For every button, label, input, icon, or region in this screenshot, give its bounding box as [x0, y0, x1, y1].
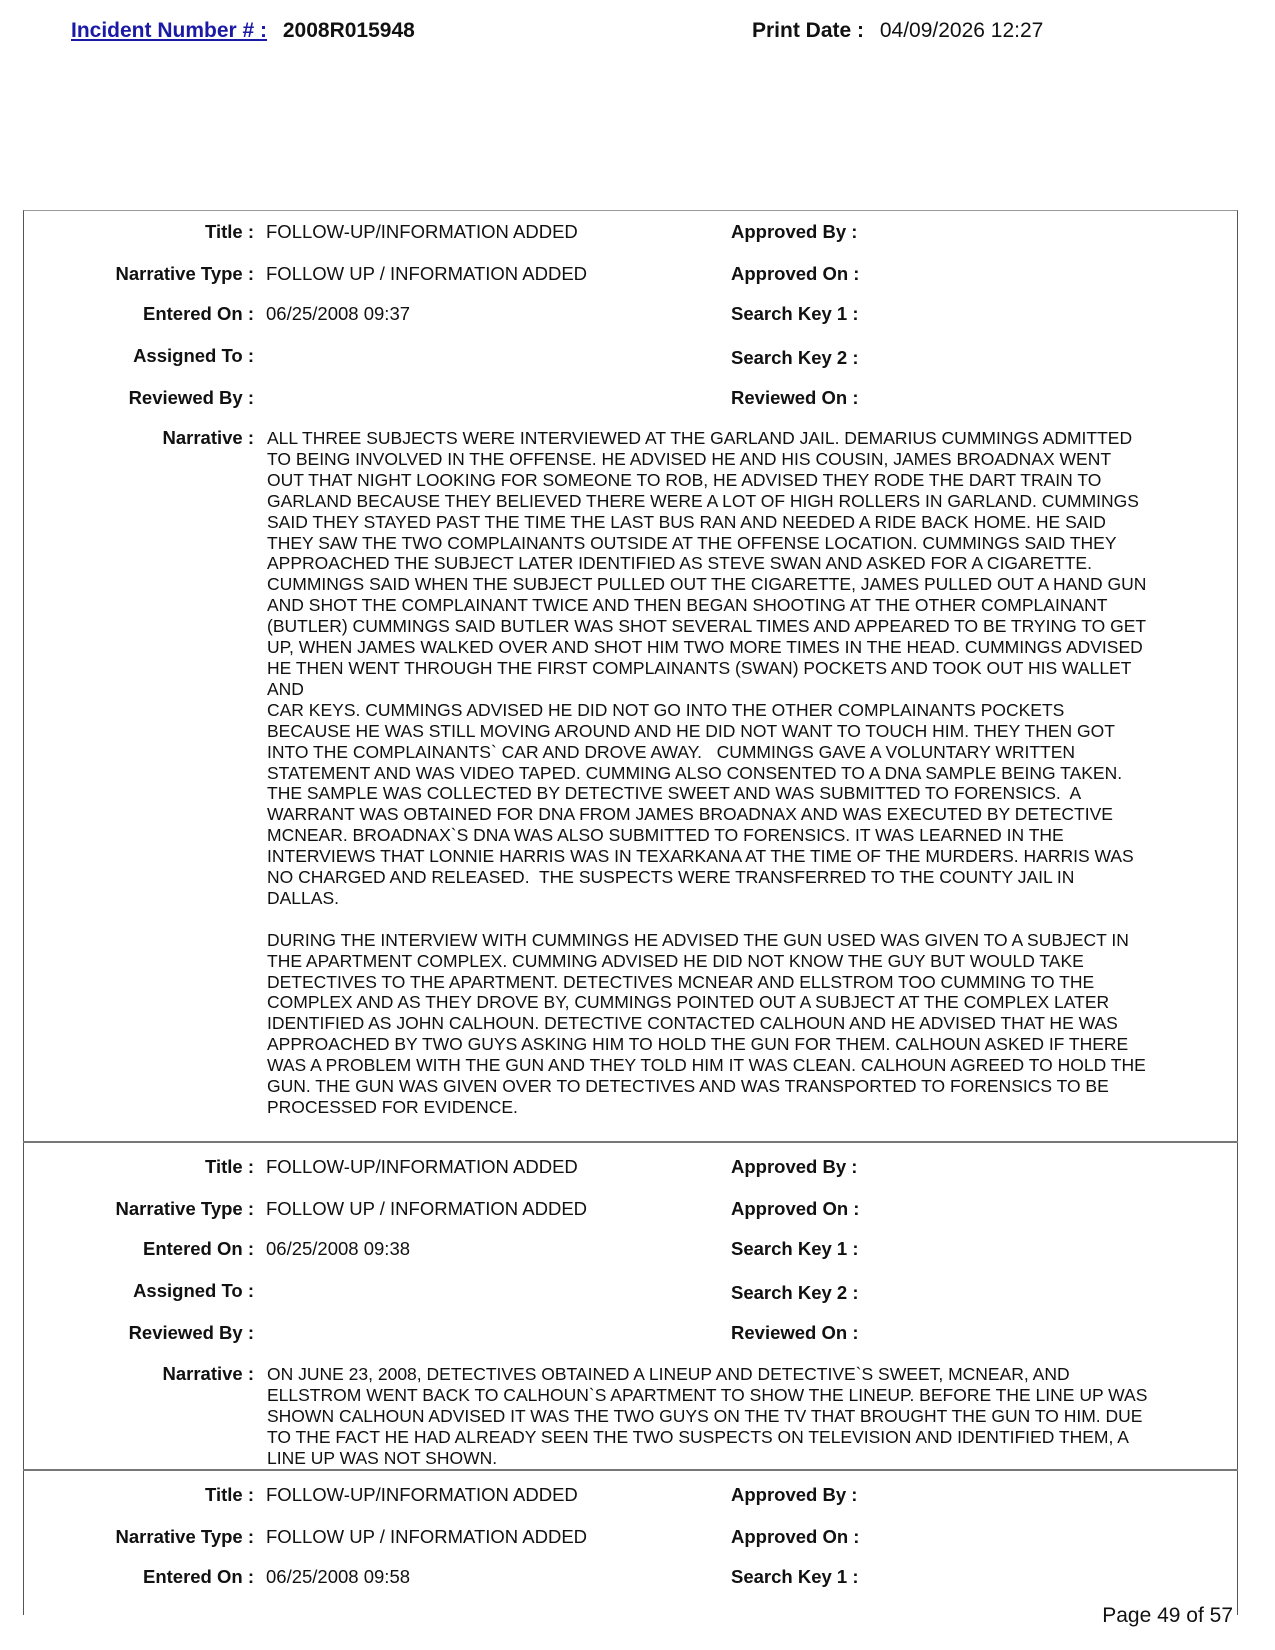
entry-divider	[23, 1469, 1238, 1471]
narrative-text: ON JUNE 23, 2008, DETECTIVES OBTAINED A LINEUP AND DETECTIVE`S SWEET, MCNEAR, AND ELLSTROM WENT BACK TO CALHOUN`S APARTMENT TO SHOW THE LINEUP. BEFORE THE LINE UP WAS SHOWN CALHOUN ADVISED IT WAS THE TWO GUYS ON THE TV THAT BROUGHT THE GUN TO HIM. DUE TO THE FACT HE HAD ALREADY SEEN THE TWO SUSPECTS ON TELEVISION AND IDENTIFIED THEM, A LINE UP WAS NOT SHOWN.	[267, 1364, 1148, 1468]
entry-divider	[23, 1141, 1238, 1143]
entered-on-value: 06/25/2008 09:37	[266, 303, 411, 324]
print-date-label: Print Date :	[752, 19, 865, 42]
approved-on-label: Approved On :	[731, 1526, 860, 1547]
entered-on-value: 06/25/2008 09:58	[266, 1566, 411, 1587]
title-label: Title :	[205, 221, 254, 242]
search-key-1-label: Search Key 1 :	[731, 303, 859, 324]
narrative-text: ALL THREE SUBJECTS WERE INTERVIEWED AT THE GARLAND JAIL. DEMARIUS CUMMINGS ADMITTED TO BEING INVOLVED IN THE OFFENSE. HE ADVISED HE AND HIS COUSIN, JAMES BROADNAX WENT OUT THAT NIGHT LOOKING FOR SOMEONE TO ROB, HE ADVISED THEY RODE THE DART TRAIN TO GARLAND BECAUSE THEY BELIEVED THERE WERE A LOT OF HIGH ROLLERS IN GARLAND. CUMMINGS SAID THEY STAYED PAST THE TIME THE LAST BUS RAN AND NEEDED A RIDE BACK HOME. HE SAID THEY SAW THE TWO COMPLAINANTS OUTSIDE AT THE OFFENSE LOCATION. CUMMINGS SAID THEY APPROACHED THE SUBJECT LATER IDENTIFIED AS STEVE SWAN AND ASKED FOR A CIGARETTE. CUMMINGS SAID WHEN THE SUBJECT PULLED OUT THE CIGARETTE, JAMES PULLED OUT A HAND GUN AND SHOT THE COMPLAINANT TWICE AND THEN BEGAN SHOOTING AT THE OTHER COMPLAINANT (BUTLER) CUMMINGS SAID BUTLER WAS SHOT SEVERAL TIMES AND APPEARED TO BE TRYING TO GET UP, WHEN JAMES WALKED OVER AND SHOT HIM TWO MORE TIMES IN THE HEAD. CUMMINGS ADVISED HE THEN WENT THROUGH THE FIRST COMPLAINANTS (SWAN) POCKETS AND TOOK OUT HIS WALLET AND CAR KEYS. CUMMINGS ADVISED HE DID NOT GO INTO THE OTHER COMPLAINANTS POCKETS BECAUSE HE WAS STILL MOVING AROUND AND HE DID NOT WANT TO TOUCH HIM. THEY THEN GOT INTO THE COMPLAINANTS` CAR AND DROVE AWAY. CUMMINGS GAVE A VOLUNTARY WRITTEN STATEMENT AND WAS VIDEO TAPED. CUMMING ALSO CONSENTED TO A DNA SAMPLE BEING TAKEN. THE SAMPLE WAS COLLECTED BY DETECTIVE SWEET AND WAS SUBMITTED TO FORENSICS. A WARRANT WAS OBTAINED FOR DNA FROM JAMES BROADNAX AND WAS EXECUTED BY DETECTIVE MCNEAR. BROADNAX`S DNA WAS ALSO SUBMITTED TO FORENSICS. IT WAS LEARNED IN THE INTERVIEWS THAT LONNIE HARRIS WAS IN TEXARKANA AT THE TIME OF THE MURDERS. HARRIS WAS NO CHARGED AND RELEASED. THE SUSPECTS WERE TRANSFERRED TO THE COUNTY JAIL IN DALLAS. DURING THE INTERVIEW WITH CUMMINGS HE ADVISED THE GUN USED WAS GIVEN TO A SUBJECT IN THE APARTMENT COMPLEX. CUMMING ADVISED HE DID NOT KNOW THE GUY BUT WOULD TAKE DETECTIVES TO THE APARTMENT. DETECTIVES MCNEAR AND ELLSTROM TOO CUMMING TO THE COMPLEX AND AS THEY DROVE BY, CUMMINGS POINTED OUT A SUBJECT AT THE COMPLEX LATER IDENTIFIED AS JOHN CALHOUN. DETECTIVE CONTACTED CALHOUN AND HE ADVISED THAT HE WAS APPROACHED BY TWO GUYS ASKING HIM TO HOLD THE GUN FOR THEM. CALHOUN ASKED IF THERE WAS A PROBLEM WITH THE GUN AND THEY TOLD HIM IT WAS CLEAN. CALHOUN AGREED TO HOLD THE GUN. THE GUN WAS GIVEN OVER TO DETECTIVES AND WAS TRANSPORTED TO FORENSICS TO BE PROCESSED FOR EVIDENCE.	[267, 428, 1147, 1117]
reviewed-by-label: Reviewed By :	[128, 1322, 254, 1343]
approved-by-label: Approved By :	[731, 1484, 858, 1505]
print-date-value: 04/09/2026 12:27	[879, 19, 1044, 42]
search-key-1-label: Search Key 1 :	[731, 1238, 859, 1259]
narrative-type-value: FOLLOW UP / INFORMATION ADDED	[266, 1526, 588, 1547]
narrative-type-label: Narrative Type :	[115, 1198, 254, 1219]
assigned-to-label: Assigned To :	[133, 345, 254, 366]
approved-on-label: Approved On :	[731, 263, 860, 284]
entered-on-value: 06/25/2008 09:38	[266, 1238, 411, 1259]
narrative-type-value: FOLLOW UP / INFORMATION ADDED	[266, 263, 588, 284]
reviewed-on-label: Reviewed On :	[731, 1322, 859, 1343]
entered-on-label: Entered On :	[142, 1566, 254, 1587]
print-date-header	[752, 19, 1043, 43]
narrative-type-value: FOLLOW UP / INFORMATION ADDED	[266, 1198, 588, 1219]
page-number: Page 49 of 57	[1102, 1604, 1233, 1627]
approved-by-label: Approved By :	[731, 1156, 858, 1177]
incident-number-link[interactable]: Incident Number # :	[71, 19, 268, 42]
search-key-1-label: Search Key 1 :	[731, 1566, 859, 1587]
narrative-type-label: Narrative Type :	[115, 263, 254, 284]
approved-by-label: Approved By :	[731, 221, 858, 242]
incident-number: 2008R015948	[282, 19, 415, 42]
narrative-label: Narrative :	[162, 1363, 254, 1384]
title-value: FOLLOW-UP/INFORMATION ADDED	[266, 1484, 578, 1505]
entered-on-label: Entered On :	[142, 303, 254, 324]
title-value: FOLLOW-UP/INFORMATION ADDED	[266, 1156, 578, 1177]
title-label: Title :	[205, 1484, 254, 1505]
reviewed-by-label: Reviewed By :	[128, 387, 254, 408]
title-value: FOLLOW-UP/INFORMATION ADDED	[266, 221, 578, 242]
entered-on-label: Entered On :	[142, 1238, 254, 1259]
assigned-to-label: Assigned To :	[133, 1280, 254, 1301]
narrative-type-label: Narrative Type :	[115, 1526, 254, 1547]
search-key-2-label: Search Key 2 :	[731, 1282, 859, 1303]
incident-header	[71, 19, 415, 43]
title-label: Title :	[205, 1156, 254, 1177]
search-key-2-label: Search Key 2 :	[731, 347, 859, 368]
approved-on-label: Approved On :	[731, 1198, 860, 1219]
narrative-label: Narrative :	[162, 427, 254, 448]
reviewed-on-label: Reviewed On :	[731, 387, 859, 408]
